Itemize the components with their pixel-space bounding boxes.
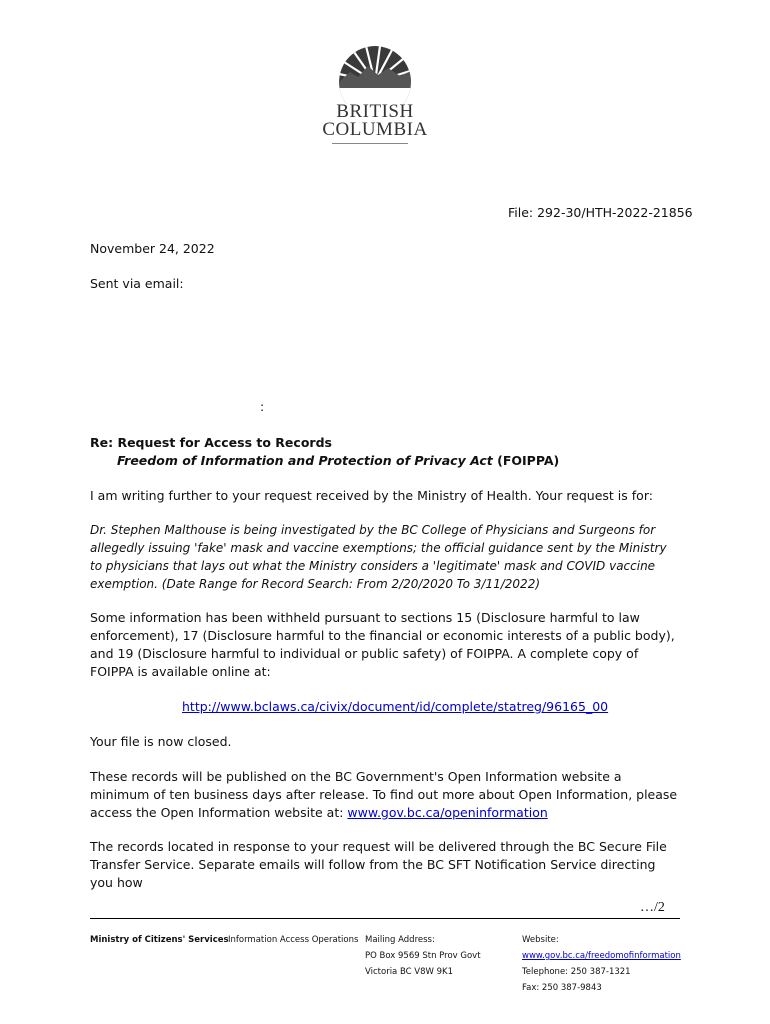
logo-text-columbia: COLUMBIA xyxy=(322,119,428,140)
foippa-link[interactable]: http://www.bclaws.ca/civix/document/id/complete/statreg/96165_00 xyxy=(182,699,609,714)
logo-text-british: BRITISH xyxy=(336,101,414,122)
website-link[interactable]: www.gov.bc.ca/freedomofinformation xyxy=(522,951,681,961)
mailing-line1: PO Box 9569 Stn Prov Govt xyxy=(365,951,481,961)
footer-rule xyxy=(90,918,680,919)
fax: Fax: 250 387-9843 xyxy=(522,983,602,993)
letter-date: November 24, 2022 xyxy=(90,241,215,256)
file-reference: File: 292-30/HTH-2022-21856 xyxy=(508,205,693,220)
footer-contact xyxy=(522,932,681,996)
act-abbr: (FOIPPA) xyxy=(492,453,560,468)
telephone: Telephone: 250 387-1321 xyxy=(522,967,631,977)
footer-ministry: Ministry of Citizens' Services xyxy=(90,935,229,945)
mailing-line2: Victoria BC V8W 9K1 xyxy=(365,967,454,977)
request-text: Dr. Stephen Malthouse is being investigated by the BC College of Physicians and Surgeons for allegedly issuing 'fake' mask and vaccine exemptions; the official guidance sent by the Ministry to physicians that lays out what the Ministry considers a 'legitimate' mask and COVID vaccine exemption. (Date Range for Record Search: From 2/20/2020 To 3/11/2022) xyxy=(90,523,667,591)
published-paragraph xyxy=(90,768,680,822)
withheld-paragraph: Some information has been withheld pursuant to sections 15 (Disclosure harmful to law enforcement), 17 (Disclosure harmful to the financial or economic interests of a public body), and 19 (Disclosure harmful to individual or public safety) of FOIPPA. A complete copy of FOIPPA is available online at: xyxy=(90,610,675,679)
intro-paragraph: I am writing further to your request received by the Ministry of Health. Your request is for: xyxy=(90,488,653,503)
salutation-colon: : xyxy=(260,399,265,414)
sent-via: Sent via email: xyxy=(90,276,184,291)
page-number: …/2 xyxy=(640,900,665,915)
closed-paragraph: Your file is now closed. xyxy=(90,734,232,749)
act-line xyxy=(117,452,559,470)
mailing-label: Mailing Address: xyxy=(365,935,435,945)
footer-office: Information Access Operations xyxy=(228,935,359,945)
footer-mailing-address xyxy=(365,932,481,980)
act-name: Freedom of Information and Protection of Privacy Act xyxy=(117,453,493,468)
logo-divider xyxy=(332,143,408,144)
open-information-link[interactable]: www.gov.bc.ca/openinformation xyxy=(347,805,548,820)
published-text: These records will be published on the BC Government's Open Information website a minimum of ten business days after release. To find out more about Open Information, please access the Open Information website at: xyxy=(90,769,678,820)
website-label: Website: xyxy=(522,935,559,945)
re-line: Re: Request for Access to Records xyxy=(90,435,332,450)
delivery-paragraph: The records located in response to your request will be delivered through the BC Secure File Transfer Service. Separate emails will follow from the BC SFT Notification Service directing you how xyxy=(90,839,667,890)
sun-icon xyxy=(310,44,440,104)
